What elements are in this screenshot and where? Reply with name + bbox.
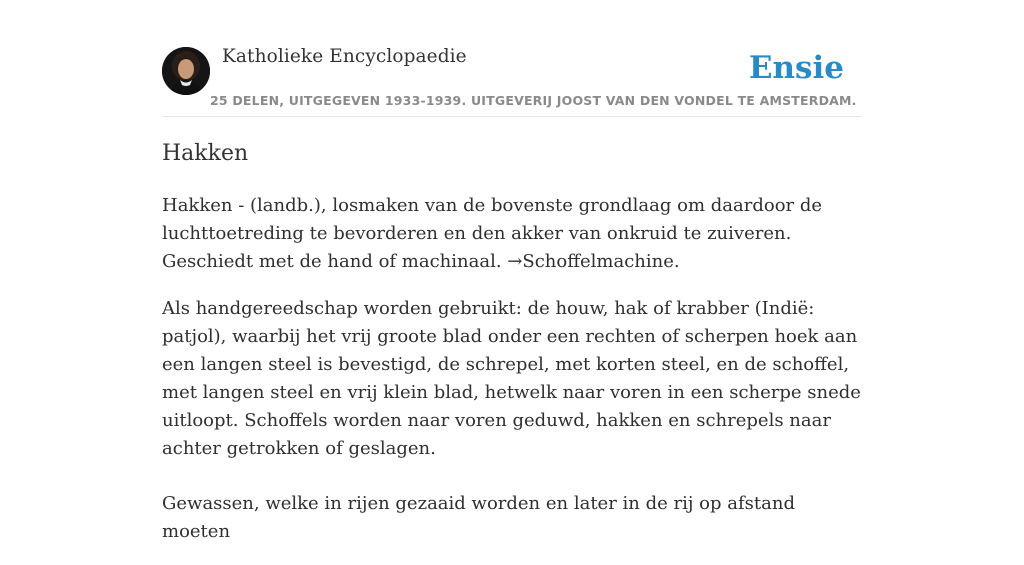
publication-title[interactable]: Katholieke Encyclopaedie bbox=[222, 46, 467, 67]
article-body bbox=[162, 192, 862, 565]
schoffelmachine-link[interactable]: →Schoffelmachine bbox=[507, 251, 674, 272]
paragraph bbox=[162, 192, 862, 276]
publication-header bbox=[162, 0, 862, 117]
page bbox=[162, 0, 862, 542]
avatar[interactable] bbox=[162, 47, 210, 95]
paragraph-end: . bbox=[673, 251, 680, 272]
ensie-logo[interactable]: Ensie bbox=[748, 50, 844, 86]
article-title: Hakken bbox=[162, 141, 249, 166]
paragraph: Als handgereedschap worden gebruikt: de houw, hak of krabber (Indië: patjol), waarbij het vrij groote blad onder een rechten of scherpen hoek aan een langen steel is bevestigd, de schrepel, met korten steel, en de schoffel, met langen steel en vrij klein blad, hetwelk naar voren in een scherpe snede uitloopt. Schoffels worden naar voren geduwd, hakken en schrepels naar achter getrokken of geslagen. bbox=[162, 298, 861, 459]
paragraph: Gewassen, welke in rijen gezaaid worden en later in de rij op afstand moeten bbox=[162, 493, 795, 542]
publication-subtitle: 25 DELEN, UITGEGEVEN 1933-1939. UITGEVERIJ JOOST VAN DEN VONDEL TE AMSTERDAM. bbox=[210, 93, 857, 108]
paragraph-text: Hakken - (landb.), losmaken van de bovenste grondlaag om daardoor de luchttoetreding te bevorderen en den akker van onkruid te zuiveren. Geschiedt met de hand of machinaal. bbox=[162, 195, 823, 272]
portrait-icon bbox=[162, 47, 210, 95]
